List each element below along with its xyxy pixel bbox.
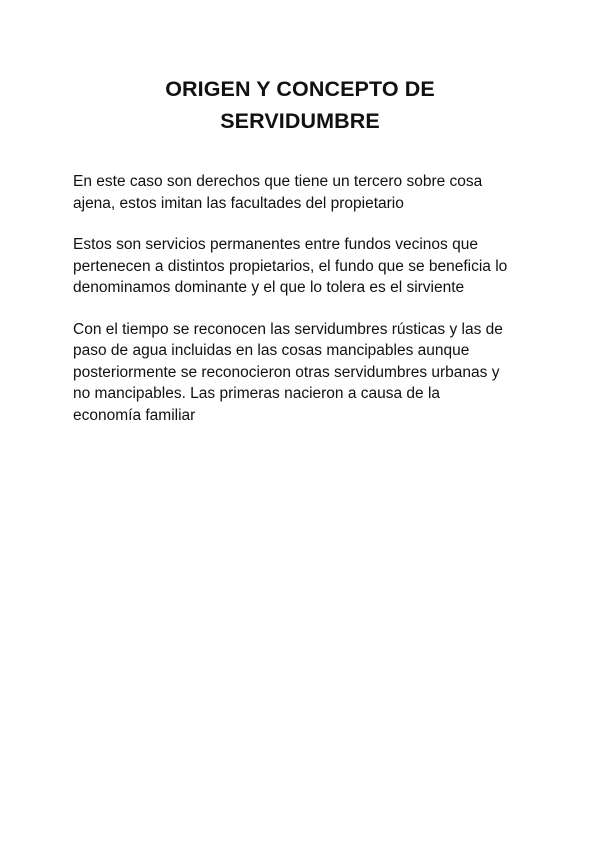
text-line: En este caso son derechos que tiene un tercero sobre cosa [73,173,483,190]
document-title [60,73,540,137]
text-line: denominamos dominante y el que lo tolera es el sirviente [73,279,465,296]
text-line: no mancipables. Las primeras nacieron a causa de la [73,385,441,402]
paragraph-2 [73,234,543,299]
text-line: Con el tiempo se reconocen las servidumbres rústicas y las de [73,320,503,338]
text-line: pertenecen a distintos propietarios, el fundo que se beneficia lo [73,257,508,275]
text-line: paso de agua incluidas en las cosas mancipables aunque [73,342,470,359]
title-line: SERVIDUMBRE [220,109,380,133]
text-line: ajena, estos imitan las facultades del propietario [73,194,404,212]
title-line: ORIGEN Y CONCEPTO DE [165,77,435,101]
paragraph-3 [73,319,543,427]
paragraph-1 [73,171,543,214]
text-line: Estos son servicios permanentes entre fundos vecinos que [73,236,478,253]
text-line: posteriormente se reconocieron otras servidumbres urbanas y [73,363,500,381]
document-body [73,171,543,446]
text-line: economía familiar [73,406,196,424]
